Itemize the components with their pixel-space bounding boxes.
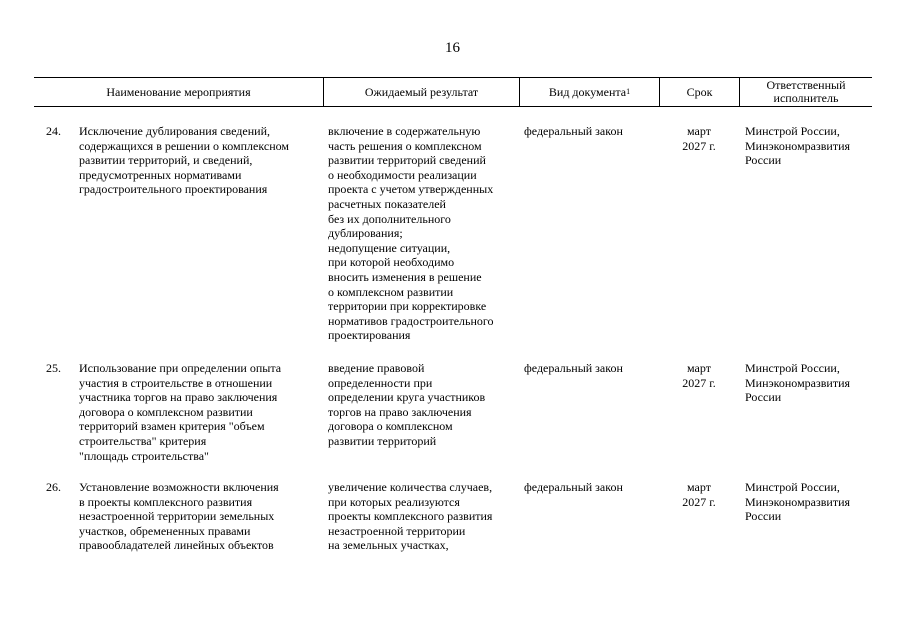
row-doc-type: федеральный закон — [524, 361, 623, 375]
row-responsible: Минстрой России, Минэкономразвития России — [745, 480, 851, 524]
row-number: 26. — [46, 480, 61, 494]
row-term: март 2027 г. — [682, 361, 716, 390]
row-result: введение правовой определенности при определении круга участников торгов на право заключения договора о комплексном развитии территорий — [328, 361, 486, 448]
row-term: март 2027 г. — [682, 480, 716, 509]
header-name: Наименование мероприятия — [106, 84, 251, 99]
row-name: Исключение дублирования сведений, содержащихся в решении о комплексном развитии территорий, и сведений, предусмотренных нормативами градостроительного проектирования — [79, 124, 289, 197]
header-doc: Вид документа 1 — [548, 84, 631, 99]
row-result: включение в содержательную часть решения о комплексном развитии территорий сведений о необходимости реализации проекта с учетом утвержденных расчетных показателей без их дополнительного дублирования; недопущение ситуации, при которой необходимо вносить изменения в решение о комплексном развитии территории при корректировке нормативов градостроительного проектирования — [328, 124, 494, 343]
row-responsible: Минстрой России, Минэкономразвития России — [745, 124, 851, 168]
row-name: Установление возможности включения в проекты комплексного развития незастроенной территории земельных участков, обремененных правами правообладателей линейных объектов — [79, 480, 279, 553]
header-responsible: Ответственный исполнитель — [766, 78, 846, 105]
row-result: увеличение количества случаев, при которых реализуются проекты комплексного развития незастроенной территории на земельных участках, — [328, 480, 493, 553]
header-result: Ожидаемый результат — [364, 84, 479, 99]
header-term: Срок — [686, 84, 713, 99]
row-name: Использование при определении опыта участия в строительстве в отношении участника торгов на право заключения договора о комплексном развитии территорий взамен критерия "объем строительства" критерия "площадь строительства" — [79, 361, 282, 463]
row-number: 25. — [46, 361, 61, 375]
row-term: март 2027 г. — [682, 124, 716, 153]
row-responsible: Минстрой России, Минэкономразвития России — [745, 361, 851, 405]
row-doc-type: федеральный закон — [524, 480, 623, 494]
page-number: 16 — [445, 40, 460, 56]
row-number: 24. — [46, 124, 61, 138]
table-header-bottom-rule — [34, 106, 872, 107]
row-doc-type: федеральный закон — [524, 124, 623, 138]
